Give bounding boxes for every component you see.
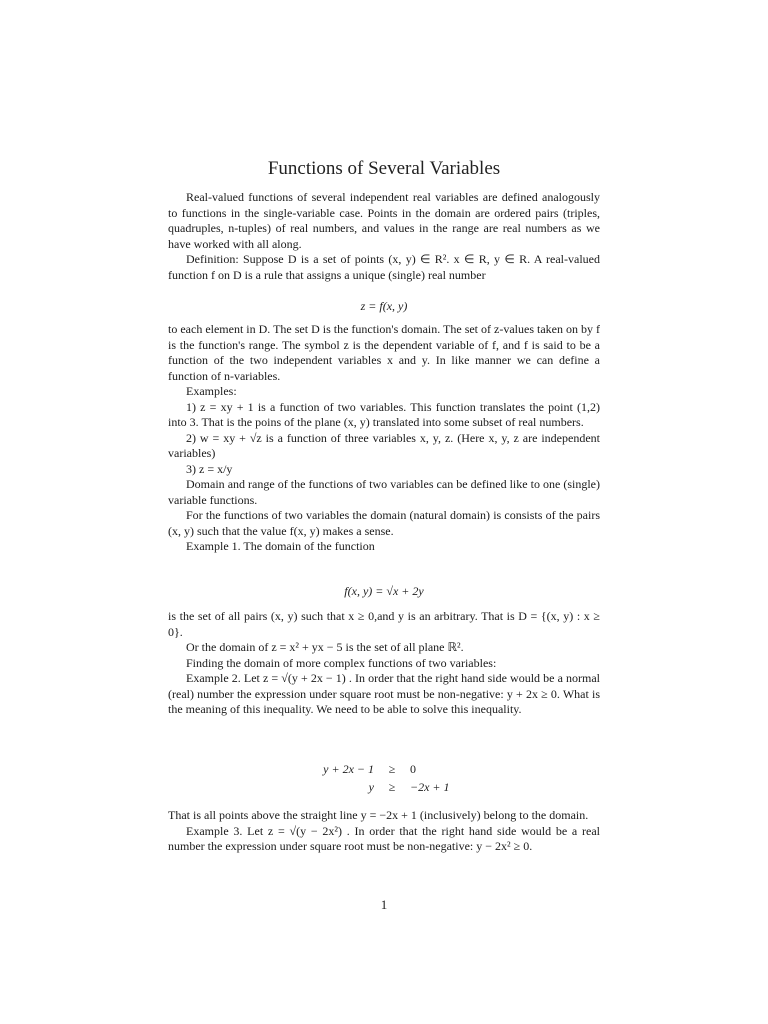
inequality-row-2 bbox=[314, 780, 450, 795]
conclusion-block bbox=[168, 808, 600, 855]
intro-block bbox=[168, 190, 600, 283]
ineq-1-lhs: y + 2x − 1 bbox=[323, 762, 374, 776]
ineq-2-rhs: −2x + 1 bbox=[410, 780, 450, 794]
examples-label: Examples: bbox=[186, 384, 237, 398]
or-domain-paragraph: Or the domain of z = x² + yx − 5 is the set of all plane ℝ². bbox=[186, 640, 464, 654]
inequality-row-1 bbox=[314, 762, 416, 777]
definition-continued-block bbox=[168, 322, 600, 555]
example-3-text: Example 3. Let z = √(y − 2x²) . In order that the right hand side would be a real number the expression under square root must be non-negative: y − 2x² ≥ 0. bbox=[168, 823, 600, 853]
example-1-label: Example 1. The domain of the function bbox=[186, 539, 375, 553]
ineq-2-op: ≥ bbox=[388, 780, 396, 794]
domain-range-paragraph: Domain and range of the functions of two variables can be defined like to one (single) variable functions. bbox=[168, 477, 600, 507]
equation-z: z = f(x, y) bbox=[360, 299, 408, 313]
example-2-text: Example 2. Let z = √(y + 2x − 1) . In order that the right hand side would be a normal (real) number the expression under square root must be non-negative: y + 2x ≥ 0. What is the meaning of this inequality. We need to be able to solve this inequality. bbox=[168, 671, 600, 716]
ineq-2-lhs: y bbox=[368, 780, 374, 794]
page-number: 1 bbox=[380, 897, 388, 912]
after-definition-paragraph: to each element in D. The set D is the function's domain. The set of z-values taken on by f is the function's range. The symbol z is the dependent variable of f, and f is said to be a function of the two independent variables x and y. In like manner we can define a function of n-variables. bbox=[168, 322, 600, 383]
example-3-paragraph: 3) z = x/y bbox=[186, 461, 233, 476]
example-1-text: is the set of all pairs (x, y) such that x ≥ 0,and y is an arbitrary. That is D = {(x, y) : x ≥ 0}. bbox=[168, 609, 600, 639]
ineq-1-rhs: 0 bbox=[410, 762, 416, 776]
equation-f: f(x, y) = √x + 2y bbox=[344, 584, 424, 598]
intro-paragraph: Real-valued functions of several independent real variables are defined analogously to functions in the single-variable case. Points in the domain are ordered pairs (triples, quadruples, n-tuples) of real numbers, and values in the range are real numbers as we have worked with all along. bbox=[168, 190, 600, 251]
domain-block bbox=[168, 609, 600, 718]
page-title: Functions of Several Variables bbox=[267, 158, 501, 179]
natural-domain-paragraph: For the functions of two variables the domain (natural domain) is consists of the pairs (x, y) such that the value f(x, y) makes a sense. bbox=[168, 508, 600, 538]
example-2-paragraph: 2) w = xy + √z is a function of three variables x, y, z. (Here x, y, z are independent variables) bbox=[168, 430, 600, 460]
example-1-paragraph: 1) z = xy + 1 is a function of two variables. This function translates the point (1,2) into 3. That is the poins of the plane (x, y) translated into some subset of real numbers. bbox=[168, 399, 600, 429]
above-line-paragraph: That is all points above the straight line y = −2x + 1 (inclusively) belong to the domain. bbox=[168, 808, 589, 822]
definition-paragraph: Definition: Suppose D is a set of points (x, y) ∈ R². x ∈ R, y ∈ R. A real-valued function f on D is a rule that assigns a unique (single) real number bbox=[168, 252, 600, 282]
ineq-1-op: ≥ bbox=[388, 762, 396, 776]
finding-domain-paragraph: Finding the domain of more complex functions of two variables: bbox=[186, 655, 497, 670]
